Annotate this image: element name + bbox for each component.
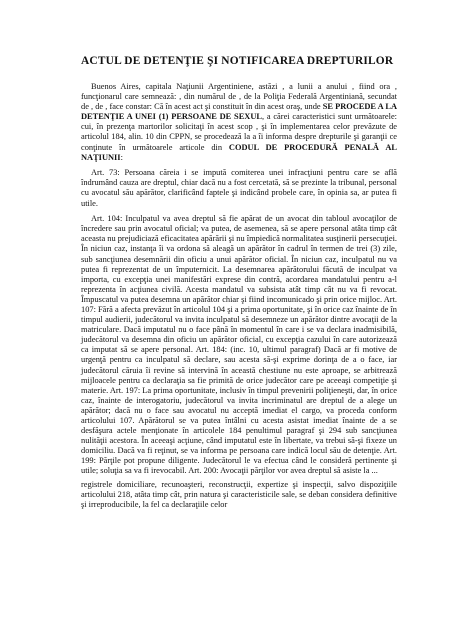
document-title: ACTUL DE DETENŢIE ŞI NOTIFICAREA DREPTURILOR [81, 55, 394, 67]
intro-text-2: , a cărei caracteristici sunt următoarele: cui, în prezenţa martorilor solicitaţi în acest scop , şi în implementarea celor prevăzute de articolul 184, alin. 10 din CPPN, se procedează la a îi informa despre drepturile şi garanţii ce conţinute în următoarele articole din [81, 112, 397, 152]
intro-paragraph [81, 82, 397, 163]
article-73-paragraph: Art. 73: Persoana căreia i se impută comiterea unei infracţiuni pentru care se află îndrumând cauza are dreptul, chiar dacă nu a fost cercetată, să se prezinte la tribunal, personal cu avocatul său apărător, clarificând faptele şi indicând probele care, în opinia sa, ar putea fi utile. [81, 168, 397, 208]
article-200-continuation: registrele domiciliare, recunoaşteri, reconstrucţii, expertize şi inspecţii, salvo dispoziţiile articolului 218, atâta timp cât, prin natura şi caracteristicile sale, se deban considera definitive şi irreproducibile, la fel ca declaraţiile celor [81, 479, 397, 509]
intro-bold-detention: SE PROCEDE A LA DETENŢIE A UNEI (1) PERSOANE DE SEXUL [81, 102, 398, 122]
intro-text-3: : [120, 152, 123, 162]
document-body [81, 82, 397, 515]
article-104-paragraph: Art. 104: Inculpatul va avea dreptul să fie apărat de un avocat din tabloul avocaţilor de încredere sau prin avocatul oficial; va putea, de asemenea, să se apere personal atâta timp cât aceasta nu prejudiciază eficacitatea apărării şi nu împiedică normalitatea susţinerii persecuţiei. În niciun caz, instanţa îi va ordona să aleagă un apărător în cadrul în termen de trei (3) zile, sub sancţiunea desemnării din oficiu a unui apărător oficial. În niciun caz, inculpatul nu va putea fi reprezentat de un împuternicit. La desemnarea apărătorului făcută de inculpat va importa, cu excepţia unei manifestări exprese din contră, acordarea mandatului pentru a-l reprezenta în acţiunea civilă. Acesta mandatul va subsista atât timp cât nu va fi revocat. Împuscatul va putea desemna un apărător chiar şi fiind incomunicado şi prin orice mijloc. Art. 107: Fără a afecta prevăzut în articolul 104 şi a prima oportunitate, şi în orice caz înainte de în timpul audierii, judecătorul va invita inculpatul să desemneze un apărător dintre avocaţii de la matriculare. Dacă imputatul nu o face până în momentul în care i se va declara inadmisibilă, judecătorul va desemna din oficiu un apărător oficial, cu excepţia cazului în care autorizează ca imputat să se apere personal. Art. 184: (inc. 10, ultimul paragraf) Dacă ar fi motive de urgenţă pentru ca inculpatul să declare, sau acesta să-şi exprime dorinţa de a o face, iar judecătorul căruia îi revine să intervină în această chestiune nu este aproape, se arbitrează mijloacele pentru ca declaraţia sa fie primită de orice judecător care pe aceeaşi competiţie şi materie. Art. 197: La prima oportunitate, inclusiv în timpul prevenirii poliţieneşti, dar, în orice caz, înainte de interogatoriu, judecătorul va invita incriminatul are dreptul de a alege un apărător; dacă nu o face sau avocatul nu acceptă imediat el cargo, va proceda conform articolului 107. Apărătorul se va putea întâlni cu acesta asistat imediat înainte de a se desfăşura actele menţionate în articolele 184 penultimul paragraf şi 294 sub sancţiunea nulităţii acestora. În aceeaşi acţiune, când imputatul este în libertate, va trebui să-şi fixeze un domiciliu. Dacă va fi reţinut, se va informa pe persoana care indică locul său de detenţie. Art. 199: Părţile pot propune diligente. Judecătorul le va efectua când le consideră pertinente şi utile; soluţia sa va fi irevocabil. Art. 200: Avocaţii părţilor vor avea dreptul să asiste la ... [81, 214, 398, 476]
intro-bold-code: CODUL DE PROCEDURĂ PENALĂ AL NAŢIUNII [81, 142, 397, 162]
intro-text-1: Buenos Aires, capitala Naţiunii Argentiniene, astăzi , a lunii a anului , fiind ora , funcţionarul care semnează: , din numărul de , de la Poliţia Federală Argentiniană, secundat de , de , face constar: Că în acest act şi constituit în din acest oraş, unde [81, 82, 397, 112]
